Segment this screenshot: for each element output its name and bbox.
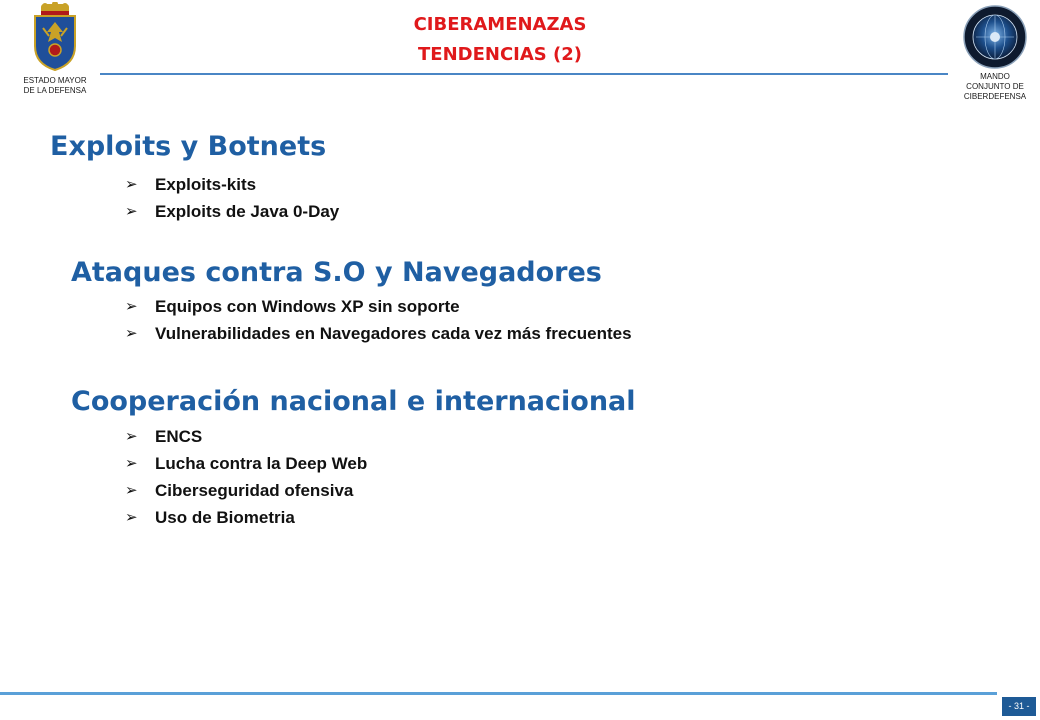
list-item xyxy=(125,477,367,504)
list-item xyxy=(125,504,367,531)
list-item xyxy=(125,198,339,225)
left-caption-line1: ESTADO MAYOR xyxy=(23,76,87,85)
list-item-text: Exploits-kits xyxy=(155,175,257,194)
bullet-list-ataques xyxy=(125,293,632,347)
list-item-text: Equipos con Windows XP sin soporte xyxy=(155,297,460,316)
title-line2: TENDENCIAS (2) xyxy=(418,44,582,65)
section-heading-ataques: Ataques contra S.O y Navegadores xyxy=(71,257,602,288)
arrow-bullet-icon: ➢ xyxy=(125,454,138,472)
mando-conjunto-logo xyxy=(950,0,1040,110)
cyberdefense-seal-icon xyxy=(962,4,1028,70)
title-line1: CIBERAMENAZAS xyxy=(413,14,587,35)
footer-divider xyxy=(0,692,997,695)
arrow-bullet-icon: ➢ xyxy=(125,427,138,445)
list-item-text: Lucha contra la Deep Web xyxy=(155,454,368,473)
list-item xyxy=(125,320,632,347)
right-caption-line1: MANDO xyxy=(980,72,1010,81)
page-title xyxy=(100,10,900,70)
right-logo-caption xyxy=(950,72,1040,102)
estado-mayor-logo xyxy=(15,0,95,100)
left-logo-caption xyxy=(15,76,95,96)
arrow-bullet-icon: ➢ xyxy=(125,481,138,499)
section-heading-cooperacion: Cooperación nacional e internacional xyxy=(71,386,636,417)
list-item xyxy=(125,450,367,477)
right-caption-line2: CONJUNTO DE xyxy=(966,82,1024,91)
arrow-bullet-icon: ➢ xyxy=(125,175,138,193)
list-item-text: Uso de Biometria xyxy=(155,508,295,527)
list-item xyxy=(125,171,339,198)
left-caption-line2: DE LA DEFENSA xyxy=(23,86,87,95)
bullet-list-exploits xyxy=(125,171,339,225)
arrow-bullet-icon: ➢ xyxy=(125,297,138,315)
coat-of-arms-icon xyxy=(29,2,81,72)
list-item-text: Exploits de Java 0-Day xyxy=(155,202,340,221)
list-item xyxy=(125,423,367,450)
bullet-list-cooperacion xyxy=(125,423,367,531)
page-number-badge: - 31 - xyxy=(1002,697,1036,716)
list-item xyxy=(125,293,632,320)
arrow-bullet-icon: ➢ xyxy=(125,202,138,220)
header-divider xyxy=(100,73,948,75)
arrow-bullet-icon: ➢ xyxy=(125,508,138,526)
list-item-text: Ciberseguridad ofensiva xyxy=(155,481,354,500)
right-caption-line3: CIBERDEFENSA xyxy=(963,92,1027,101)
section-heading-exploits: Exploits y Botnets xyxy=(50,131,327,162)
arrow-bullet-icon: ➢ xyxy=(125,324,138,342)
list-item-text: Vulnerabilidades en Navegadores cada vez más frecuentes xyxy=(155,324,632,343)
list-item-text: ENCS xyxy=(155,427,203,446)
